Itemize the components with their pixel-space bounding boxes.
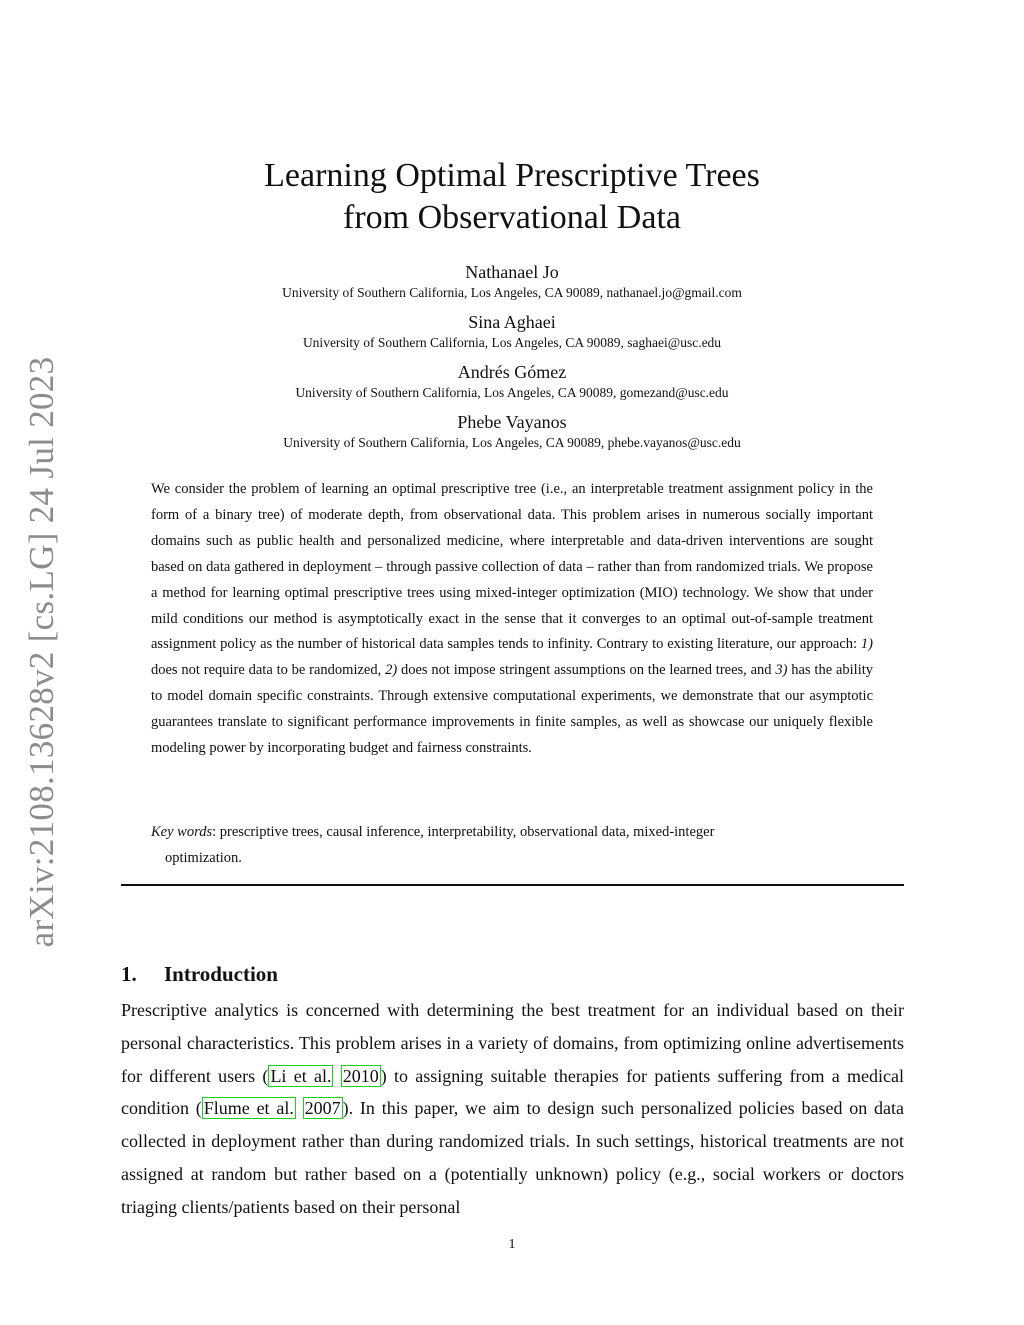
- abstract-enum-2: 2): [385, 662, 398, 679]
- intro-text-3: ). In this paper, we aim to design such personalized policies based on data collected in deployment rather than during randomized trials. In such settings, historical treatments are not assigned at random but rather based on a (potentially unknown) policy (e.g., social workers or doctors triaging clients/patients based on their personal: [121, 1098, 905, 1217]
- author-block: [0, 360, 1024, 402]
- paper-title: [0, 155, 1024, 239]
- author-list: [0, 260, 1024, 460]
- paper-title-line-2: from Observational Data: [343, 199, 681, 236]
- abstract-enum-1: 1): [860, 636, 873, 653]
- author-name: Sina Aghaei: [468, 312, 556, 332]
- author-name: Andrés Gómez: [457, 362, 567, 382]
- paper-title-line-1: Learning Optimal Prescriptive Trees: [264, 157, 760, 194]
- author-affiliation: University of Southern California, Los Angeles, CA 90089, nathanael.jo@gmail.com: [282, 285, 742, 300]
- abstract-text-2: does not require data to be randomized,: [151, 662, 386, 679]
- keywords-line-1: [151, 820, 873, 846]
- introduction-paragraph: [121, 994, 904, 1224]
- keywords: [151, 820, 873, 872]
- abstract-paragraph: [151, 477, 873, 762]
- intro-text-2: ) to assigning suitable therapies for patients suffering from a medical condition (: [121, 1065, 905, 1119]
- introduction-body: [121, 994, 904, 1224]
- author-affiliation: University of Southern California, Los Angeles, CA 90089, gomezand@usc.edu: [295, 385, 729, 400]
- arxiv-identifier-stamp: arXiv:2108.13628v2 [cs.LG] 24 Jul 2023: [22, 356, 61, 948]
- section-heading-introduction: [121, 960, 278, 988]
- abstract-text-1: We consider the problem of learning an optimal prescriptive tree (i.e., an interpretable treatment assignment policy in the form of a binary tree) of moderate depth, from observational data. This problem arises in numerous socially important domains such as public health and personalized medicine, where interpretable and data-driven interventions are sought based on data gathered in deployment – through passive collection of data – rather than from randomized trials. We propose a method for learning optimal prescriptive trees using mixed-integer optimization (MIO) technology. We show that under mild conditions our method is asymptotically exact in the sense that it converges to an optimal out-of-sample treatment assignment policy as the number of historical data samples tends to infinity. Contrary to existing literature, our approach:: [151, 481, 873, 653]
- abstract-text-3: does not impose stringent assumptions on the learned trees, and: [397, 662, 776, 679]
- author-affiliation: University of Southern California, Los Angeles, CA 90089, saghaei@usc.edu: [302, 335, 722, 350]
- citation-link-li-author[interactable]: Li et al.: [270, 1065, 332, 1086]
- keywords-text: : prescriptive trees, causal inference, interpretability, observational data, mixed-integer: [212, 824, 715, 840]
- author-block: [0, 310, 1024, 352]
- keywords-label: Key words: [151, 824, 213, 840]
- citation-link-flume-author[interactable]: Flume et al.: [203, 1098, 294, 1119]
- page-number: 1: [508, 1237, 516, 1252]
- author-block: [0, 410, 1024, 452]
- abstract-text-4: has the ability to model domain specific constraints. Through extensive computational experiments, we demonstrate that our asymptotic guarantees translate to significant performance improvements in finite samples, as well as showcase our uniquely flexible modeling power by incorporating budget and fairness constraints.: [151, 662, 874, 757]
- section-number: 1.: [121, 962, 137, 986]
- intro-text-1: Prescriptive analytics is concerned with determining the best treatment for an individual based on their personal characteristics. This problem arises in a variety of domains, from optimizing online advertisements for different users (: [121, 1000, 904, 1086]
- citation-link-flume-year[interactable]: 2007: [304, 1098, 341, 1119]
- author-name: Nathanael Jo: [465, 262, 559, 282]
- author-affiliation: University of Southern California, Los Angeles, CA 90089, phebe.vayanos@usc.edu: [283, 435, 741, 450]
- citation-link-li-year[interactable]: 2010: [342, 1065, 379, 1086]
- author-name: Phebe Vayanos: [457, 412, 567, 432]
- author-block: [0, 260, 1024, 302]
- abstract: [151, 477, 873, 762]
- abstract-divider: [121, 884, 904, 886]
- abstract-enum-3: 3): [775, 662, 788, 679]
- section-title: Introduction: [164, 962, 278, 986]
- keywords-line-2: optimization.: [165, 849, 242, 866]
